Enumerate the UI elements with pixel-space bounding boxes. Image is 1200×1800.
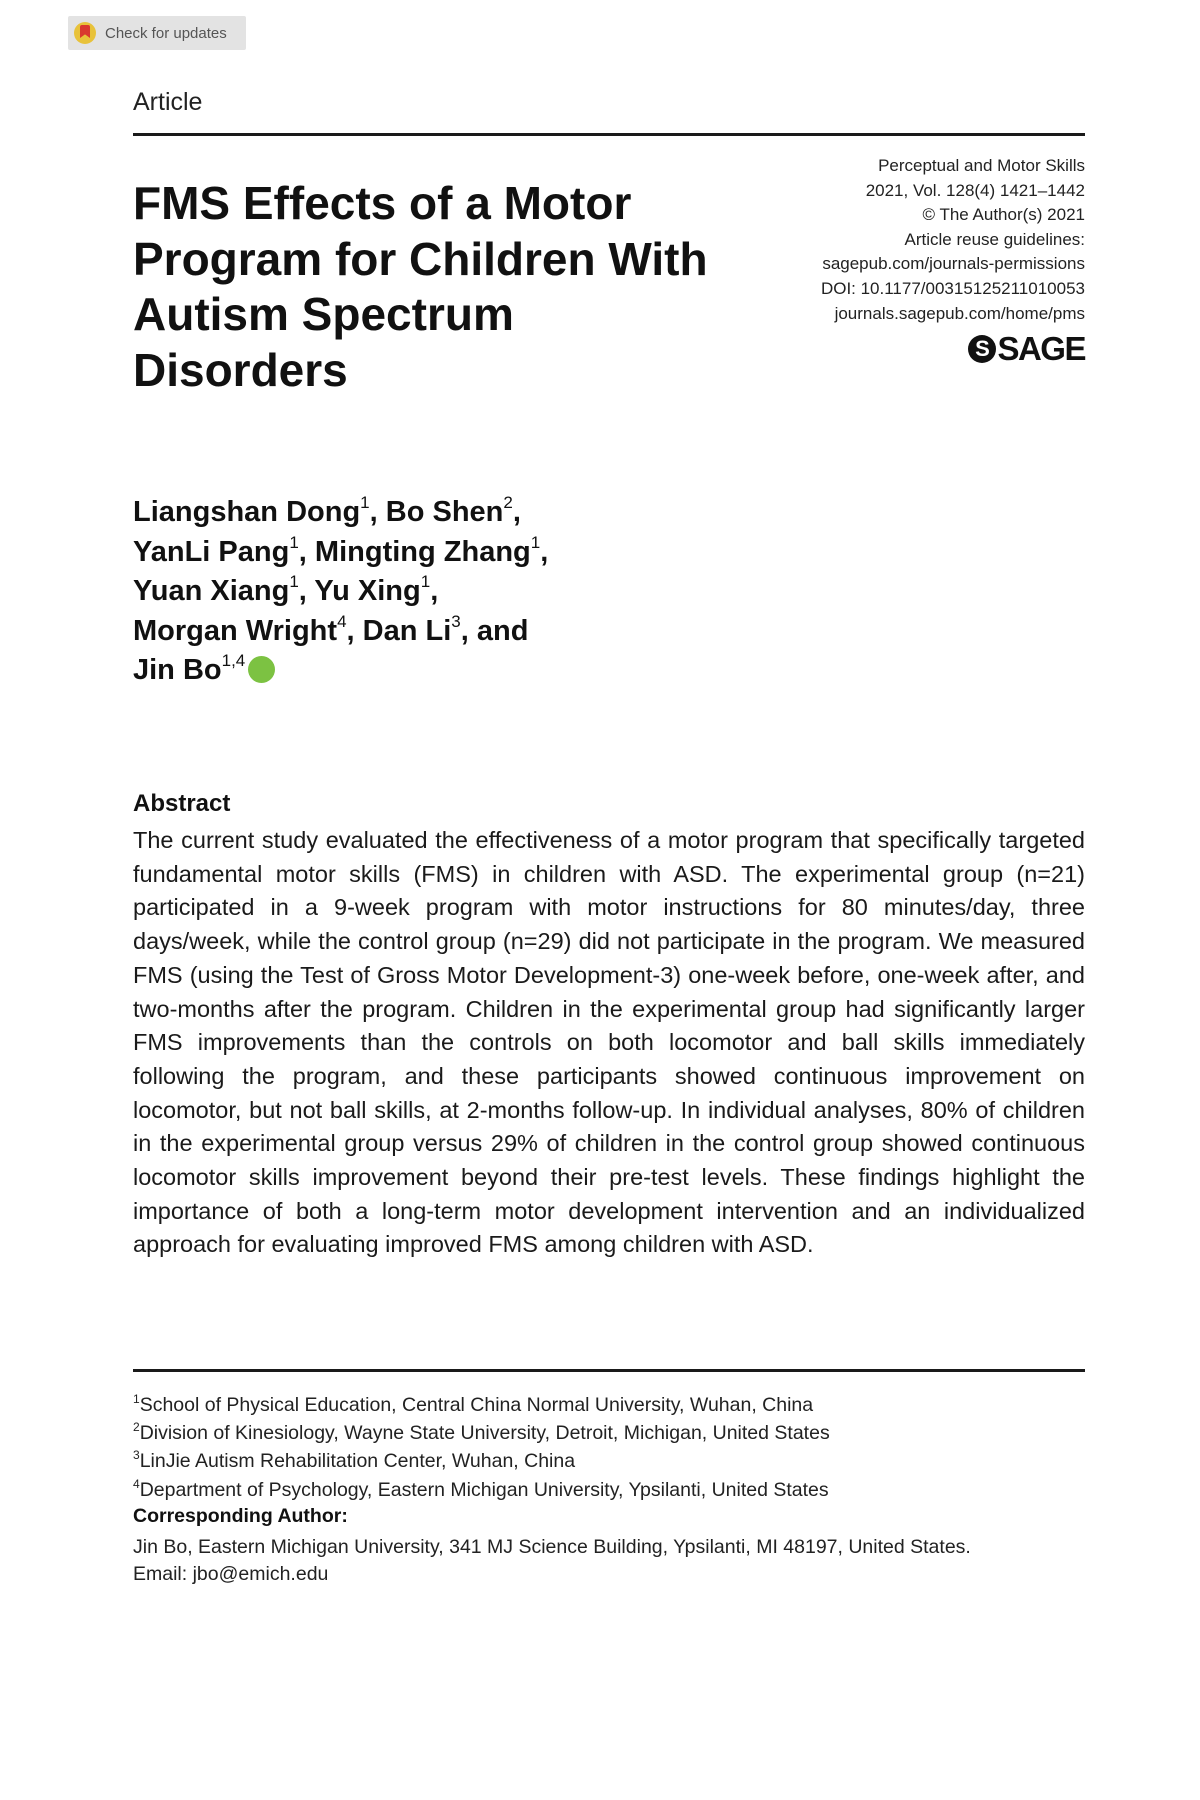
abstract-text: The current study evaluated the effectiveness of a motor program that specifically targeted fundamental motor skills (FMS) in children with ASD. The experimental group (n=21) participated in a 9-week program with motor instructions for 80 minutes/day, three days/week, while the control group (n=29) did not participate in the program. We measured FMS (using the Test of Gross Motor Development-3) one-week before, one-week after, and two-months after the program. Children in the experimental group had significantly larger FMS improvements than the controls on both locomotor and ball skills immediately following the program, and these participants showed continuous improvement on locomotor, but not ball skills, at 2-months follow-up. In individual analyses, 80% of children in the experimental group versus 29% of children in the control group showed continuous locomotor skills improvement beyond their pre-test levels. These findings highlight the importance of both a long-term motor development intervention and an individualized approach for evaluating improved FMS among children with ASD. <box>133 827 1085 1258</box>
header-divider <box>133 133 1085 136</box>
check-for-updates-label: Check for updates <box>105 24 227 42</box>
sage-logo-text: SAGE <box>997 330 1085 367</box>
affiliation-item: $^1$School of Physical Education, Central China Normal University, Wuhan, China <box>133 1392 814 1416</box>
corresponding-author-details <box>133 1534 1085 1588</box>
affiliation-item: $^2$Division of Kinesiology, Wayne State University, Detroit, Michigan, United States <box>133 1420 830 1445</box>
author: Liangshan Dong$^1$ <box>133 493 370 528</box>
sage-logo <box>968 330 1085 368</box>
affiliation-list <box>133 1391 1085 1504</box>
journal-volume: 2021, Vol. 128(4) 1421–1442 <box>865 180 1085 200</box>
author: Jin Bo$^{1,4}$ <box>133 651 246 686</box>
author: Yu Xing$^1$ <box>314 572 431 607</box>
author: Dan Li$^3$ <box>362 611 461 647</box>
affiliation-item: $^4$Department of Psychology, Eastern Michigan University, Ypsilanti, United States <box>133 1476 829 1501</box>
journal-info <box>705 154 1085 326</box>
reuse-guidelines-label: Article reuse guidelines: <box>904 229 1085 249</box>
corresponding-author-email[interactable]: Email: jbo@emich.edu <box>133 1563 329 1585</box>
crossmark-icon <box>74 22 96 44</box>
article-type-label: Article <box>133 88 203 116</box>
doi-link[interactable]: DOI: 10.1177/00315125211010053 <box>820 278 1085 298</box>
sage-mark-icon: S <box>968 335 996 363</box>
abstract-heading: Abstract <box>133 790 231 817</box>
journal-name: Perceptual and Motor Skills <box>878 156 1085 175</box>
author: Yuan Xiang$^1$ <box>133 572 299 607</box>
affiliation-item: $^3$LinJie Autism Rehabilitation Center, Wuhan, China <box>133 1448 576 1473</box>
footnote-divider <box>133 1369 1085 1372</box>
orcid-icon[interactable] <box>248 656 275 683</box>
author: YanLi Pang$^1$ <box>133 532 299 568</box>
check-for-updates-button[interactable] <box>68 16 246 50</box>
author: Bo Shen$^2$ <box>385 493 513 528</box>
corresponding-author-heading: Corresponding Author: <box>133 1505 348 1527</box>
author: Morgan Wright$^4$ <box>133 611 347 647</box>
journal-homepage-link[interactable]: journals.sagepub.com/home/pms <box>834 303 1085 323</box>
author-list: Liangshan Dong$^1$, Bo Shen$^2$, YanLi Pang$^1$, Mingting Zhang$^1$, Yuan Xiang$^1$, Yu Xing$^1$, Morgan Wright$^4$, Dan Li$^3$, and Jin Bo$^{1,4}$ <box>133 493 549 686</box>
corresponding-author-address: Jin Bo, Eastern Michigan University, 341 MJ Science Building, Ypsilanti, MI 48197, United States. <box>133 1536 971 1558</box>
paper-title: FMS Effects of a Motor Program for Children With Autism Spectrum Disorders <box>133 177 708 396</box>
permissions-link[interactable]: sagepub.com/journals-permissions <box>822 254 1085 274</box>
copyright-notice: © The Author(s) 2021 <box>922 205 1085 225</box>
author: Mingting Zhang$^1$ <box>314 532 541 568</box>
